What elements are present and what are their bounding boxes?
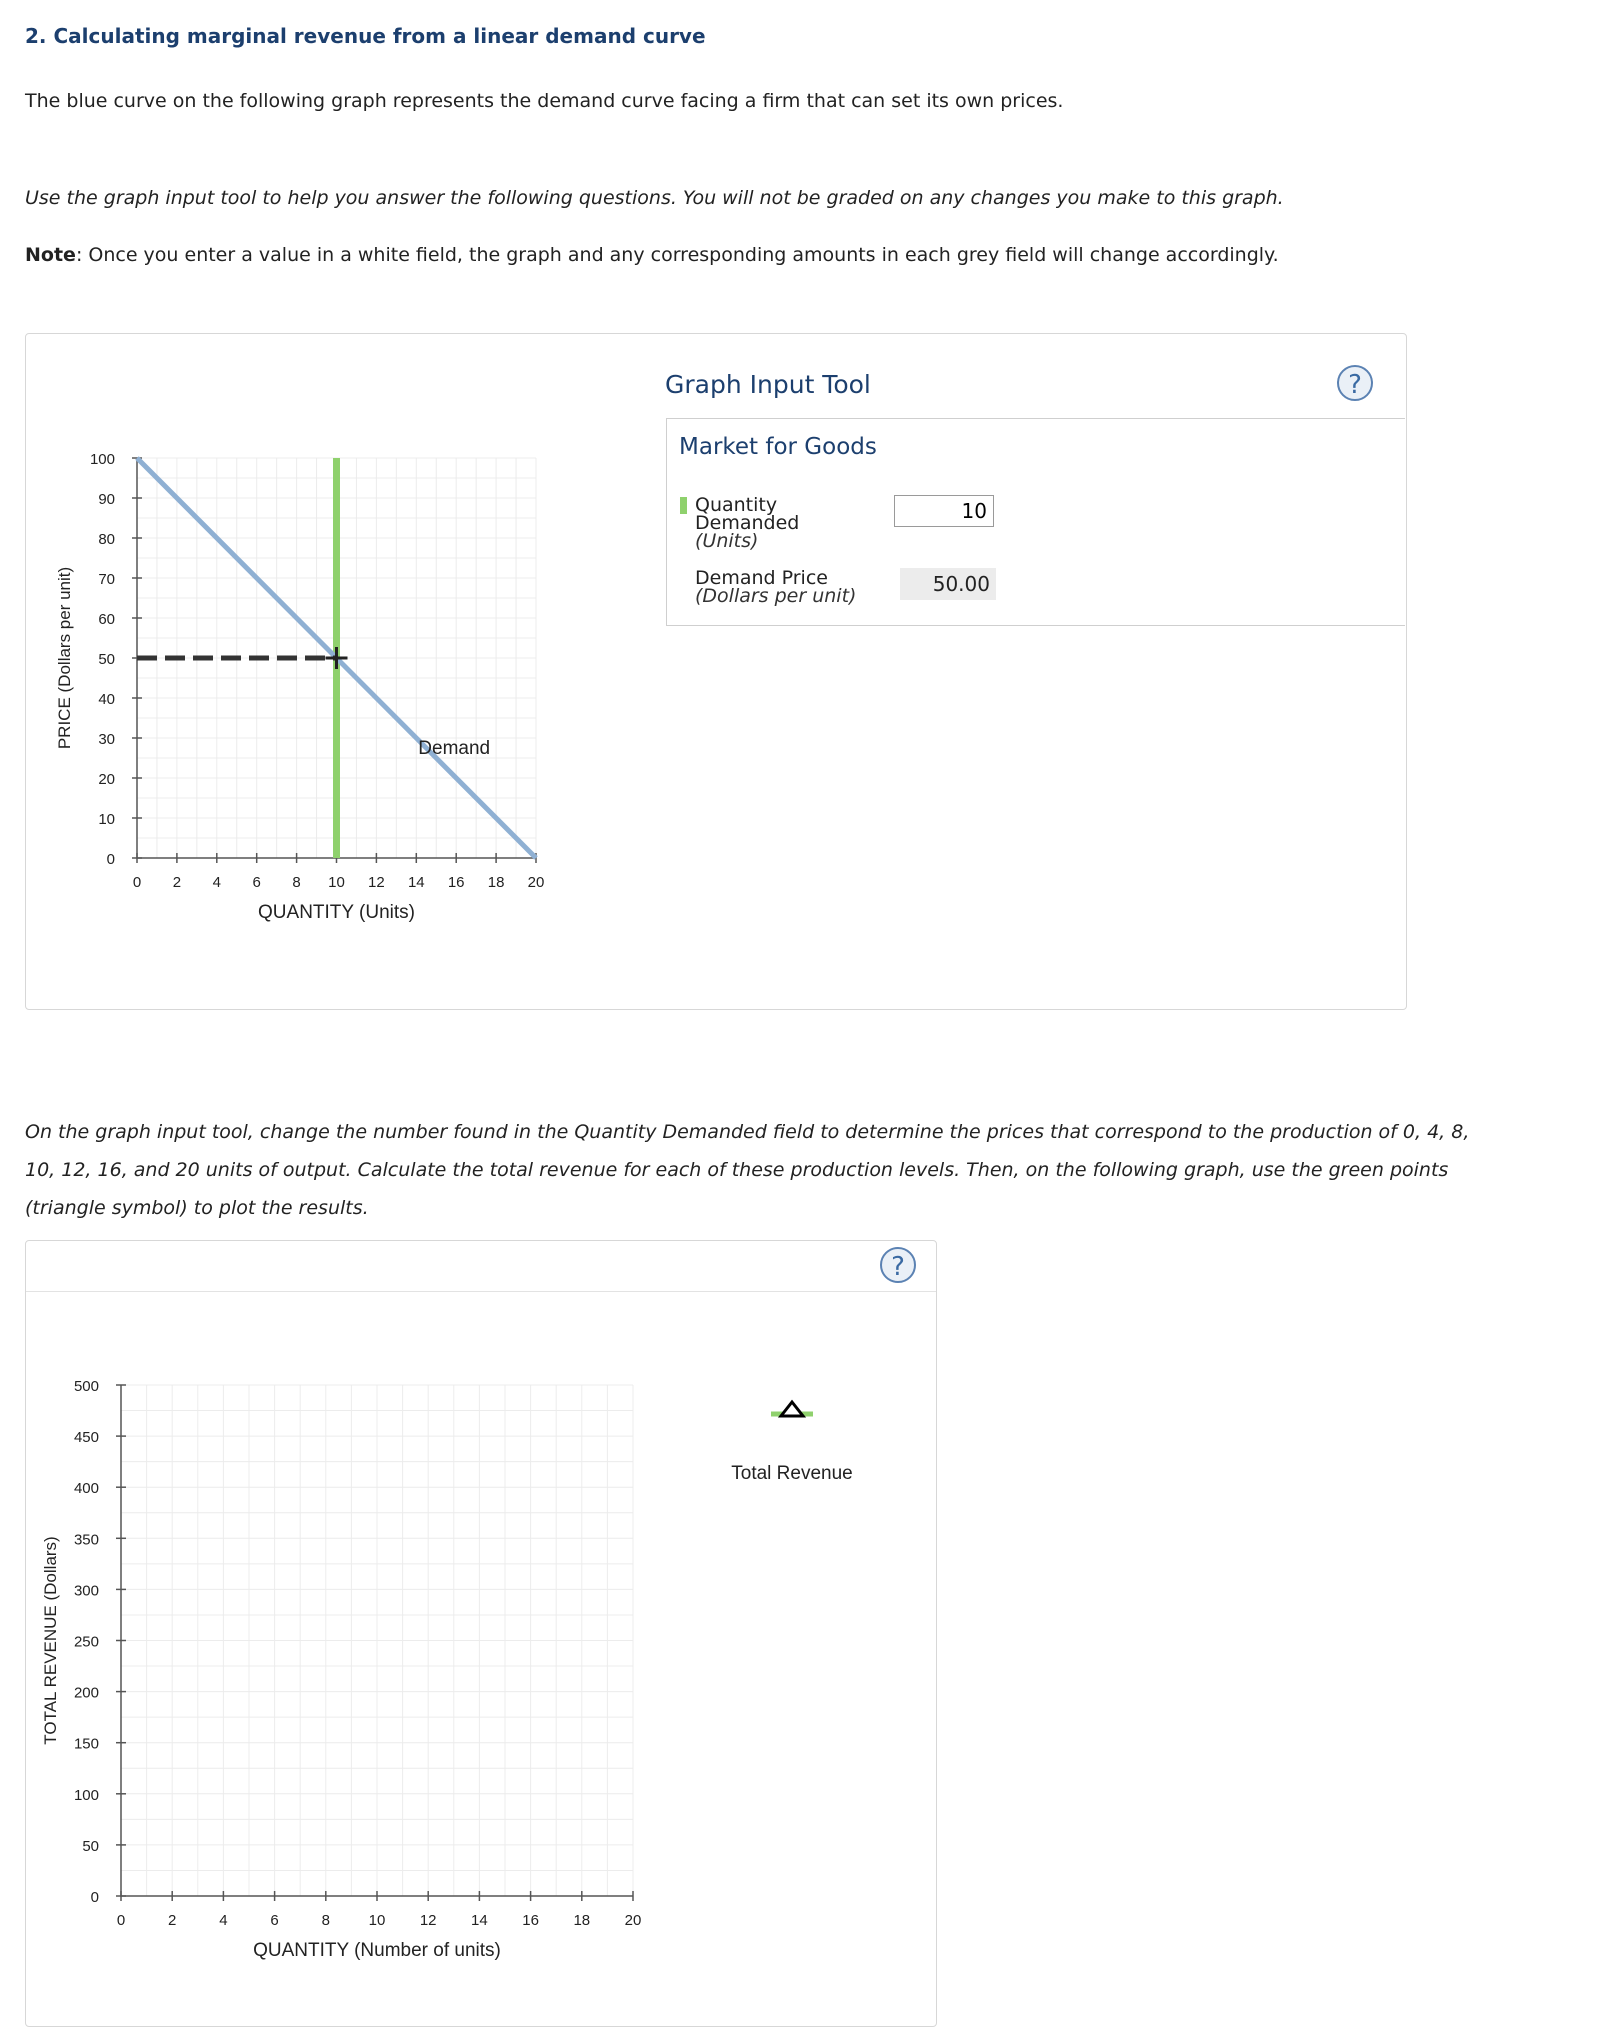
x-tick-label: 16 — [447, 874, 465, 891]
y-tick-label: 100 — [89, 451, 115, 468]
x-tick-label: 2 — [172, 874, 182, 891]
y-tick-label: 10 — [98, 811, 115, 828]
note-label: Note — [25, 244, 76, 266]
graph-input-tool-title: Graph Input Tool — [665, 370, 871, 399]
y-tick-label: 50 — [98, 651, 115, 668]
x-tick-label: 0 — [116, 1912, 126, 1929]
x-tick-label: 16 — [522, 1912, 539, 1929]
y-tick-label: 60 — [98, 611, 115, 628]
y-tick-label: 70 — [98, 571, 115, 588]
x-tick-label: 20 — [624, 1912, 642, 1929]
x-tick-label: 4 — [212, 874, 221, 891]
x-tick-label: 18 — [573, 1912, 591, 1929]
demand-y-axis-label: PRICE (Dollars per unit) — [55, 566, 74, 750]
page-heading: 2. Calculating marginal revenue from a linear demand curve — [25, 24, 706, 48]
quantity-label-line2: Demanded — [695, 512, 800, 534]
demand-price-field: 50.00 — [900, 568, 996, 600]
demand-curve-label: Demand — [418, 738, 491, 759]
market-title: Market for Goods — [679, 434, 877, 460]
x-tick-label: 14 — [471, 1912, 488, 1929]
revenue-y-axis-label: TOTAL REVENUE (Dollars) — [41, 1536, 60, 1745]
y-tick-label: 300 — [73, 1582, 99, 1600]
y-tick-label: 80 — [98, 531, 115, 548]
quantity-units: (Units) — [695, 530, 759, 552]
y-tick-label: 100 — [73, 1786, 99, 1804]
x-tick-label: 18 — [487, 874, 505, 891]
revenue-grid — [121, 1385, 633, 1896]
intro-text: The blue curve on the following graph represents the demand curve facing a firm that can set its own prices. — [25, 90, 1064, 112]
y-tick-label: 200 — [73, 1684, 99, 1702]
x-tick-label: 8 — [321, 1912, 330, 1929]
quantity-color-swatch — [680, 497, 687, 514]
x-tick-label: 2 — [168, 1912, 177, 1929]
total-revenue-legend: Total Revenue — [731, 1463, 853, 1484]
help-icon[interactable]: ? — [1337, 365, 1373, 401]
y-tick-label: 250 — [73, 1633, 99, 1651]
y-tick-label: 90 — [98, 491, 115, 508]
quantity-label-line1: Quantity — [695, 494, 778, 516]
x-tick-label: 12 — [419, 1912, 437, 1929]
demand-price-units: (Dollars per unit) — [695, 585, 857, 607]
y-tick-label: 50 — [82, 1837, 99, 1855]
x-tick-label: 4 — [219, 1912, 228, 1929]
x-tick-label: 10 — [328, 874, 345, 891]
note-body: : Once you enter a value in a white field, the graph and any corresponding amounts in each grey field will change accordingly. — [75, 244, 1279, 266]
total-revenue-chart[interactable] — [0, 1230, 1622, 2030]
y-tick-label: 450 — [73, 1429, 99, 1447]
x-tick-label: 12 — [368, 874, 385, 891]
help-icon-revenue[interactable]: ? — [880, 1247, 916, 1283]
task-text: On the graph input tool, change the number found in the Quantity Demanded field to determine the prices that correspond to the production of 0, 4, 8, 10, 12, 16, and 20 units of output. Calculate the total revenue for each of these production levels. Then, on the following graph, use the green points (triangle symbol) to plot the results. — [25, 1121, 1470, 1219]
total-revenue-tool-icon[interactable] — [771, 1402, 813, 1416]
y-tick-label: 400 — [73, 1480, 99, 1498]
y-tick-label: 20 — [98, 771, 115, 788]
x-tick-label: 6 — [270, 1912, 279, 1929]
demand-price-label: Demand Price — [695, 567, 828, 589]
y-tick-label: 150 — [73, 1735, 99, 1753]
x-tick-label: 8 — [292, 874, 301, 891]
quantity-demanded-input[interactable] — [894, 495, 994, 527]
y-tick-label: 40 — [98, 691, 115, 708]
x-tick-label: 14 — [407, 874, 425, 891]
x-tick-label: 10 — [368, 1912, 386, 1929]
triangle-icon[interactable] — [781, 1402, 803, 1416]
y-tick-label: 0 — [106, 851, 115, 868]
x-tick-label: 6 — [252, 874, 261, 891]
y-tick-label: 30 — [98, 731, 115, 748]
y-tick-label: 350 — [73, 1531, 99, 1549]
demand-y-ticks — [90, 451, 142, 868]
revenue-x-axis-label: QUANTITY (Number of units) — [253, 1940, 501, 1961]
x-tick-label: 0 — [132, 874, 142, 891]
y-tick-label: 0 — [90, 1889, 99, 1906]
revenue-y-ticks — [74, 1378, 126, 1906]
demand-x-axis-label: QUANTITY (Units) — [258, 902, 415, 923]
instructions-text: Use the graph input tool to help you answer the following questions. You will not be graded on any changes you make to this graph. — [25, 187, 1284, 209]
y-tick-label: 500 — [73, 1378, 99, 1395]
x-tick-label: 20 — [527, 874, 545, 891]
